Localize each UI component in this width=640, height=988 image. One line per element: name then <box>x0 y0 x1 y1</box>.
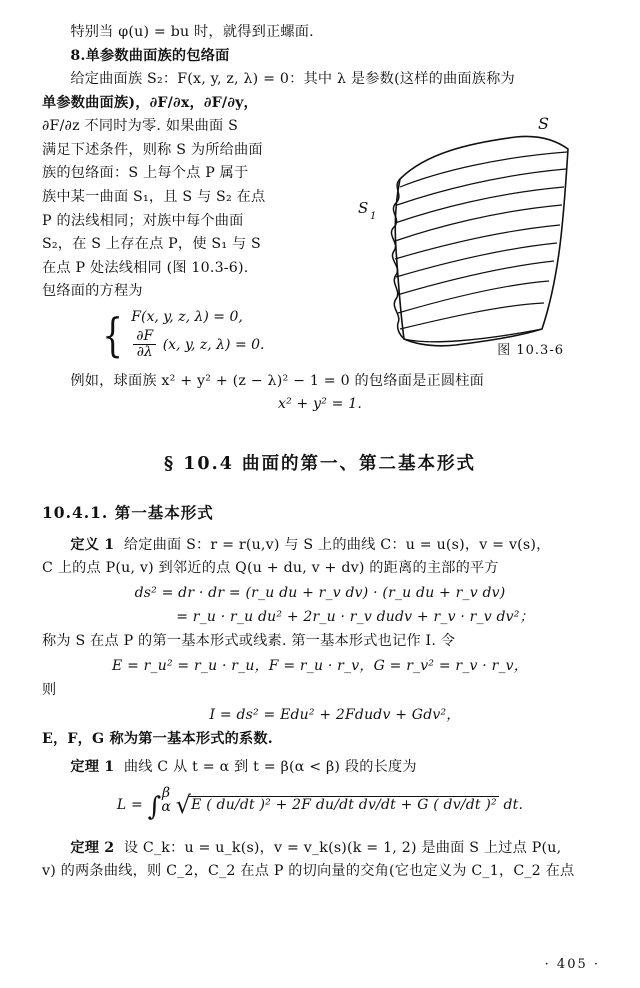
definition-1-line-3 <box>42 631 598 653</box>
integral-limits <box>161 786 171 814</box>
line-3 <box>42 69 590 91</box>
line-text: 称为 S 在点 P 的第一基本形式或线素. 第一基本形式也记作 I. 令 <box>42 633 456 650</box>
figure-label-s1: S <box>358 199 369 218</box>
equation-system <box>98 307 314 363</box>
line-text: E，F，G 称为第一基本形式的系数. <box>42 730 273 747</box>
figure-label-s: S <box>538 114 549 134</box>
definition-1-eq-4: I = ds² = Edu² + 2Fdudv + Gdv²， <box>209 706 461 723</box>
line-text: 给定曲面 S：r = r(u,v) 与 S 上的曲线 C：u = u(s)，v = v(s)， <box>123 536 551 553</box>
line-11 <box>42 258 314 280</box>
left-brace: { <box>102 307 123 362</box>
theorem-1-line-1 <box>42 757 598 779</box>
definition-1-line-5 <box>42 729 598 751</box>
integral-upper: β <box>162 785 171 802</box>
integral-sign: ∫ <box>147 792 162 823</box>
integral-body: E ( du/dt )² + 2F du/dt dv/dt + G ( dv/dt )² <box>191 797 497 814</box>
definition-tag: 定义 1 <box>70 536 115 553</box>
line-text: 包络面的方程为 <box>42 283 143 300</box>
line-8 <box>42 187 314 209</box>
system-rows <box>131 307 264 363</box>
definition-1-eq-3: E = r_u² = r_u · r_u，F = r_u · r_v，G = r_v² = r_v · r_v， <box>112 657 528 674</box>
line-12 <box>42 281 314 303</box>
partial-fraction <box>133 329 156 361</box>
paragraph-screw-surface <box>42 22 598 44</box>
figure-caption: 图 10.3-6 <box>497 343 564 359</box>
line-text: 族中某一曲面 S₁，且 S 与 S₂ 在点 <box>42 189 266 206</box>
line-text: 曲线 C 从 t = α 到 t = β(α < β) 段的长度为 <box>123 758 417 775</box>
theorem-tag: 定理 1 <box>70 758 115 775</box>
section-title: § 10.4 曲面的第一、第二基本形式 <box>164 453 476 474</box>
system-row-1: F(x, y, z, λ) = 0, <box>131 308 243 325</box>
line-6 <box>42 140 314 162</box>
line-text: 设 C_k：u = u_k(s)，v = v_k(s)(k = 1, 2) 是曲面 S 上过点 P(u, <box>123 839 562 856</box>
theorem-tag: 定理 2 <box>70 839 115 856</box>
line-text: 8.单参数曲面族的包络面 <box>70 47 230 64</box>
line-9 <box>42 211 314 233</box>
theorem-1-integral <box>42 786 598 828</box>
definition-1-line-1 <box>42 535 598 557</box>
line-7 <box>42 163 314 185</box>
line-5 <box>42 116 314 138</box>
line-text: 族的包络面：S 上每个点 P 属于 <box>42 165 249 182</box>
envelope-block <box>42 69 598 363</box>
figure-label-s1-sub: 1 <box>370 211 377 223</box>
line-text: 满足下述条件，则称 S 为所给曲面 <box>42 141 263 158</box>
theorem-2-line-1 <box>42 838 598 860</box>
line-text: 则 <box>42 682 57 699</box>
example-line-1 <box>42 371 598 393</box>
line-text: 在点 P 处法线相同 (图 10.3-6). <box>42 259 249 276</box>
line-text: S₂，在 S 上存在点 P，使 S₁ 与 S <box>42 236 261 253</box>
subsection-title: 10.4.1. 第一基本形式 <box>42 502 214 522</box>
fraction-numerator: ∂F <box>133 329 156 345</box>
integral-tail: dt. <box>503 797 524 814</box>
example-line-2: x² + y² = 1. <box>277 396 363 413</box>
theorem-2-line-2 <box>42 861 598 883</box>
fraction-denominator: ∂λ <box>136 344 153 361</box>
line-4 <box>42 93 314 115</box>
figure-svg <box>330 109 598 359</box>
line-10 <box>42 234 314 256</box>
line-text: C 上的点 P(u, v) 到邻近的点 Q(u + du, v + dv) 的距离的主部的平方 <box>42 560 499 577</box>
definition-1-eq-1: ds² = dr · dr = (r_u du + r_v dv) · (r_u du + r_v dv) <box>134 584 506 601</box>
envelope-text <box>42 69 515 363</box>
definition-1-line-2 <box>42 558 598 580</box>
line-text: v) 的两条曲线，则 C_2，C_2 在点 P 的切向量的交角(它也定义为 C_1，C_2 在点 <box>42 863 575 880</box>
integral-lhs: L = <box>116 797 143 814</box>
definition-1-eq-2: = r_u · r_u du² + 2r_u · r_v dudv + r_v · r_v dv²； <box>176 608 534 625</box>
figure-10-3-6 <box>330 109 598 359</box>
line-text: 特别当 φ(u) = bu 时，就得到正螺面. <box>70 24 314 40</box>
line-text: 给定曲面族 S₂：F(x, y, z, λ) = 0：其中 λ 是参数(这样的曲面族称为 <box>70 71 515 88</box>
line-text: 例如，球面族 x² + y² + (z − λ)² − 1 = 0 的包络面是正圆柱面 <box>70 372 485 389</box>
line-text: ∂F/∂z 不同时为零. 如果曲面 S <box>42 118 239 135</box>
text-column <box>42 22 598 885</box>
heading-envelope <box>42 46 598 68</box>
line-text: 单参数曲面族)，∂F/∂x，∂F/∂y， <box>42 94 258 111</box>
system-row-2-rest: (x, y, z, λ) = 0. <box>162 336 265 353</box>
integral-lower: α <box>161 799 171 816</box>
system-row-2 <box>131 327 264 363</box>
radical-sign: √ <box>175 791 192 820</box>
definition-1-line-4 <box>42 680 598 702</box>
line-text: P 的法线相同；对族中每个曲面 <box>42 212 244 229</box>
page-number: · 405 · <box>544 957 600 972</box>
